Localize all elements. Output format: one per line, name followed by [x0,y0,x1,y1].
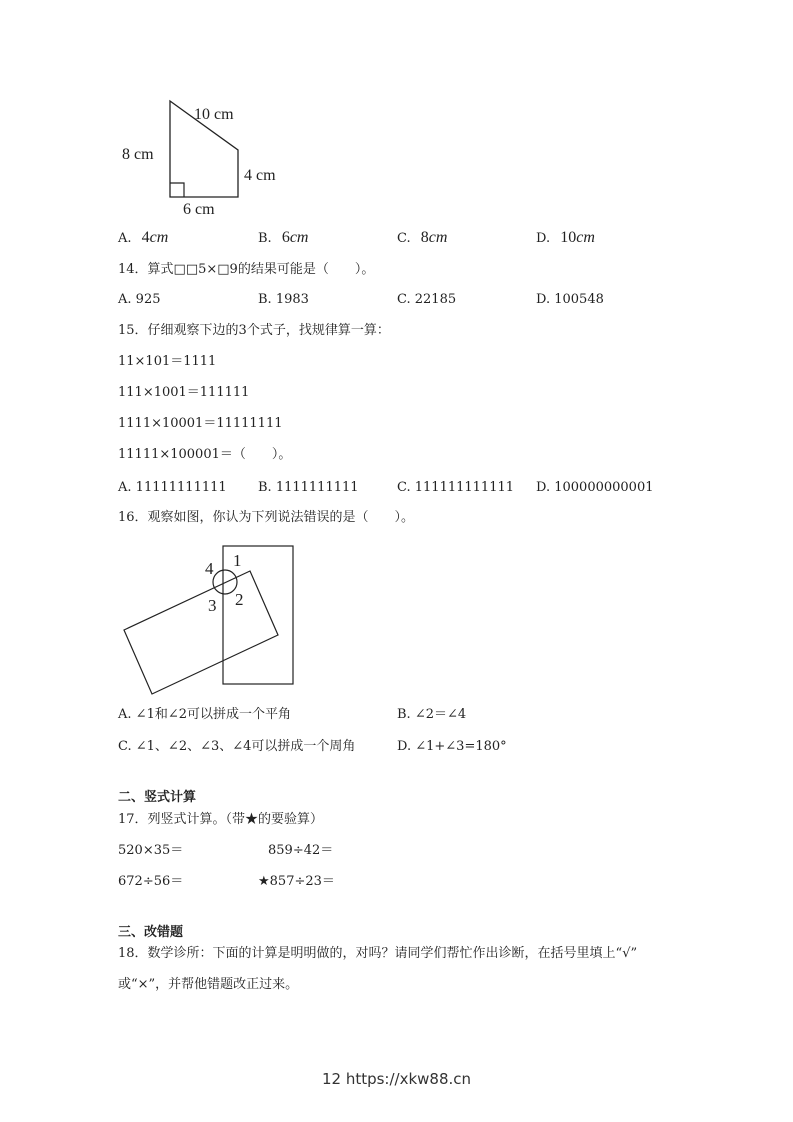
option-text: 100548 [554,292,604,307]
option-letter: D. [536,292,551,307]
option-letter: A. [118,231,132,246]
option-letter: B. [258,231,272,246]
calc-item-1: 520×35＝ [118,843,184,858]
option-text: 11111111111 [135,480,227,495]
option-letter: B. [258,292,272,307]
option-letter: B. [258,480,272,495]
calc-item-3: 672÷56＝ [118,874,184,889]
q15-line-1: 11×101＝1111 [118,354,217,369]
q15-option-b[interactable] [258,480,359,496]
q15-question: 15．仔细观察下边的3个式子，找规律算一算： [118,323,390,338]
option-text: 925 [135,292,161,307]
q15-option-a[interactable] [118,480,227,496]
q13-option-c[interactable] [397,230,447,247]
q15-line-4: 11111×100001＝（ ）。 [118,447,292,462]
option-text: 100000000001 [554,480,654,495]
q15-line-2: 111×1001＝111111 [118,385,250,400]
trapezoid-left-label: 8 cm [122,146,154,163]
option-letter: B. [397,707,411,722]
option-letter: D. [536,231,551,246]
option-unit: cm [289,229,309,246]
option-text: 22185 [414,292,457,307]
trapezoid-top-label: 10 cm [194,106,234,123]
option-unit: cm [576,229,595,246]
option-unit: cm [428,229,448,246]
option-letter: D. [536,480,551,495]
angle-label-1: 1 [233,551,242,570]
option-value: 6 [281,229,290,246]
right-angle-mark [170,183,184,197]
calc-item-2: 859÷42＝ [268,843,334,858]
q13-option-d[interactable] [536,230,595,247]
section-2-title: 二、竖式计算 [118,790,197,805]
q15-line-3: 1111×10001＝11111111 [118,416,283,431]
option-value: 8 [420,229,429,246]
q16-option-b[interactable] [397,707,466,723]
option-value: 10 [560,229,577,246]
q16-option-d[interactable] [397,739,507,755]
option-text: 111111111111 [414,480,515,495]
trapezoid-figure [110,95,310,225]
trapezoid-bottom-label: 6 cm [183,201,215,218]
angle-label-2: 2 [235,590,244,609]
q14-option-d[interactable] [536,292,604,308]
q13-option-a[interactable] [118,230,168,247]
option-letter: A. [118,707,132,722]
q15-option-c[interactable] [397,480,514,496]
calc-item-4: ★857÷23＝ [258,874,335,889]
option-unit: cm [149,229,169,246]
option-letter: A. [118,292,132,307]
option-text: ∠1和∠2可以拼成一个平角 [135,707,291,722]
option-letter: C. [397,292,411,307]
q16-question: 16．观察如图，你认为下列说法错误的是（ ）。 [118,510,415,525]
section-3-title: 三、改错题 [118,925,184,940]
trapezoid-right-label: 4 cm [244,167,276,184]
option-text: ∠2＝∠4 [414,707,467,722]
q18-line-2: 或“×”，并帮他错题改正过来。 [118,977,299,992]
option-letter: D. [397,739,412,754]
option-value: 4 [141,229,150,246]
q13-option-b[interactable] [258,230,308,247]
tilted-rectangle [124,571,278,694]
intersection-circle [213,570,237,594]
q18-line-1: 18．数学诊所：下面的计算是明明做的，对吗？请同学们帮忙作出诊断，在括号里填上“√” [118,946,638,961]
q14-option-a[interactable] [118,292,161,308]
q14-option-b[interactable] [258,292,309,308]
option-letter: C. [397,480,411,495]
option-text: 1983 [275,292,309,307]
angle-label-3: 3 [208,596,217,615]
q16-option-c[interactable] [118,739,355,755]
angle-label-4: 4 [205,559,214,578]
q14-question: 14．算式□□5×□9的结果可能是（ ）。 [118,262,375,277]
option-letter: C. [118,739,132,754]
option-text: ∠1+∠3=180° [415,739,507,754]
angles-figure [110,538,310,703]
page-footer: 12 https://xkw88.cn [321,1070,472,1088]
q14-option-c[interactable] [397,292,456,308]
q15-option-d[interactable] [536,480,654,496]
option-letter: C. [397,231,411,246]
q16-option-a[interactable] [118,707,291,723]
option-text: ∠1、∠2、∠3、∠4可以拼成一个周角 [135,739,356,754]
option-letter: A. [118,480,132,495]
option-text: 1111111111 [275,480,359,495]
q17-question: 17．列竖式计算。（带★的要验算） [118,812,324,827]
